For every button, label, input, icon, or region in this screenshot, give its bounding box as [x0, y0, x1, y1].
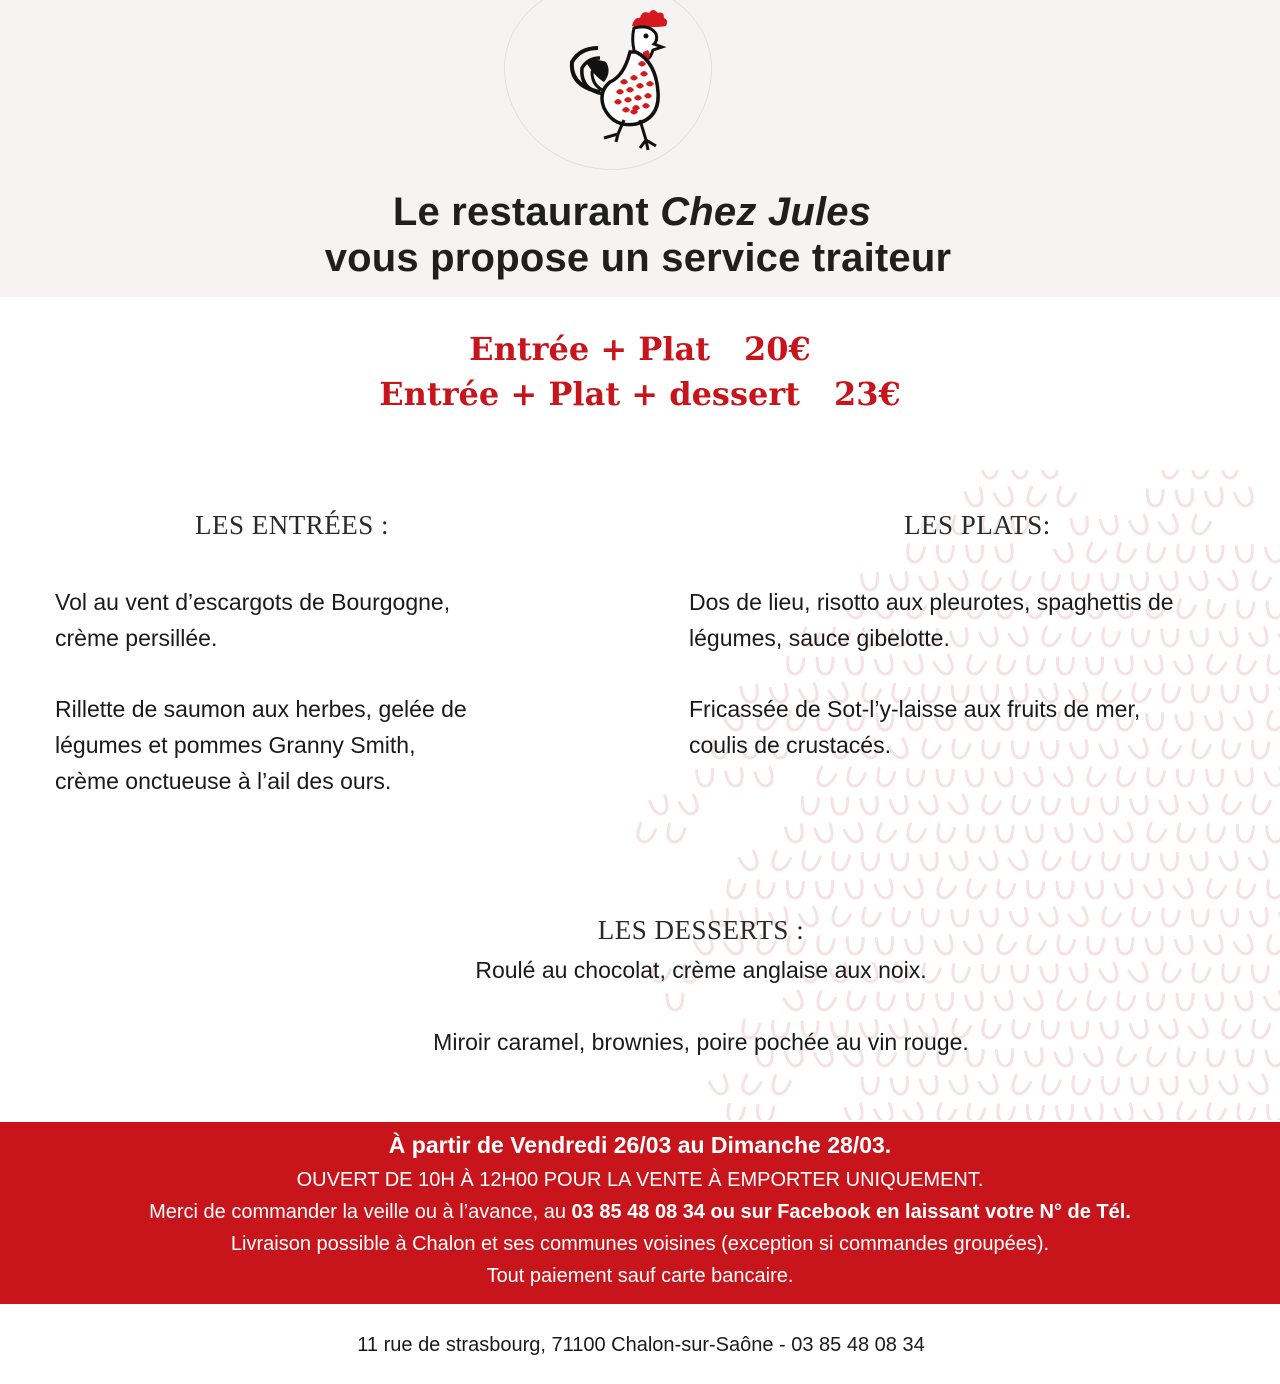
header-banner: [0, 0, 1280, 297]
desserts-title: LES DESSERTS :: [597, 915, 805, 945]
plats-title: LES PLATS:: [904, 510, 1051, 540]
payment-info: Tout paiement sauf carte bancaire.: [486, 1265, 794, 1287]
rooster-logo-icon: [560, 8, 690, 156]
price-line-2: Entrée + Plat + dessert 23€: [379, 375, 901, 413]
entrees-title: LES ENTRÉES :: [195, 510, 389, 540]
plat-item: Fricassée de Sot-l’y-laisse aux fruits de mer, coulis de crustacés.: [689, 696, 1141, 758]
rooster-feather-pattern: [600, 470, 1280, 1120]
page-subtitle: vous propose un service traiteur: [324, 236, 952, 280]
page-title: Le restaurant Chez Jules: [392, 190, 872, 234]
address-footer: 11 rue de strasbourg, 71100 Chalon-sur-Saône - 03 85 48 08 34: [357, 1334, 925, 1356]
delivery-info: Livraison possible à Chalon et ses communes voisines (exception si commandes groupées).: [230, 1233, 1050, 1255]
opening-hours: OUVERT DE 10H À 12H00 POUR LA VENTE À EMPORTER UNIQUEMENT.: [296, 1169, 984, 1191]
order-instructions: Merci de commander la veille ou à l’avance, au 03 85 48 08 34 ou sur Facebook en laissant votre N° de Tél.: [149, 1201, 1131, 1223]
dessert-item: Miroir caramel, brownies, poire pochée au vin rouge.: [433, 1029, 969, 1055]
order-phone: 03 85 48 08 34 ou sur Facebook en laissant votre N° de Tél.: [571, 1201, 1131, 1223]
availability-dates: À partir de Vendredi 26/03 au Dimanche 28/03.: [388, 1132, 892, 1158]
entree-item: Vol au vent d’escargots de Bourgogne, crème persillée.: [55, 589, 451, 651]
restaurant-name: Chez Jules: [660, 190, 872, 234]
plat-item: Dos de lieu, risotto aux pleurotes, spaghettis de légumes, sauce gibelotte.: [689, 589, 1174, 651]
info-banner: [0, 1122, 1280, 1304]
entree-item: Rillette de saumon aux herbes, gelée de légumes et pommes Granny Smith, crème onctueuse à l’ail des ours.: [55, 696, 467, 794]
dessert-item: Roulé au chocolat, crème anglaise aux noix.: [475, 957, 927, 983]
price-line-1: Entrée + Plat 20€: [469, 330, 811, 368]
